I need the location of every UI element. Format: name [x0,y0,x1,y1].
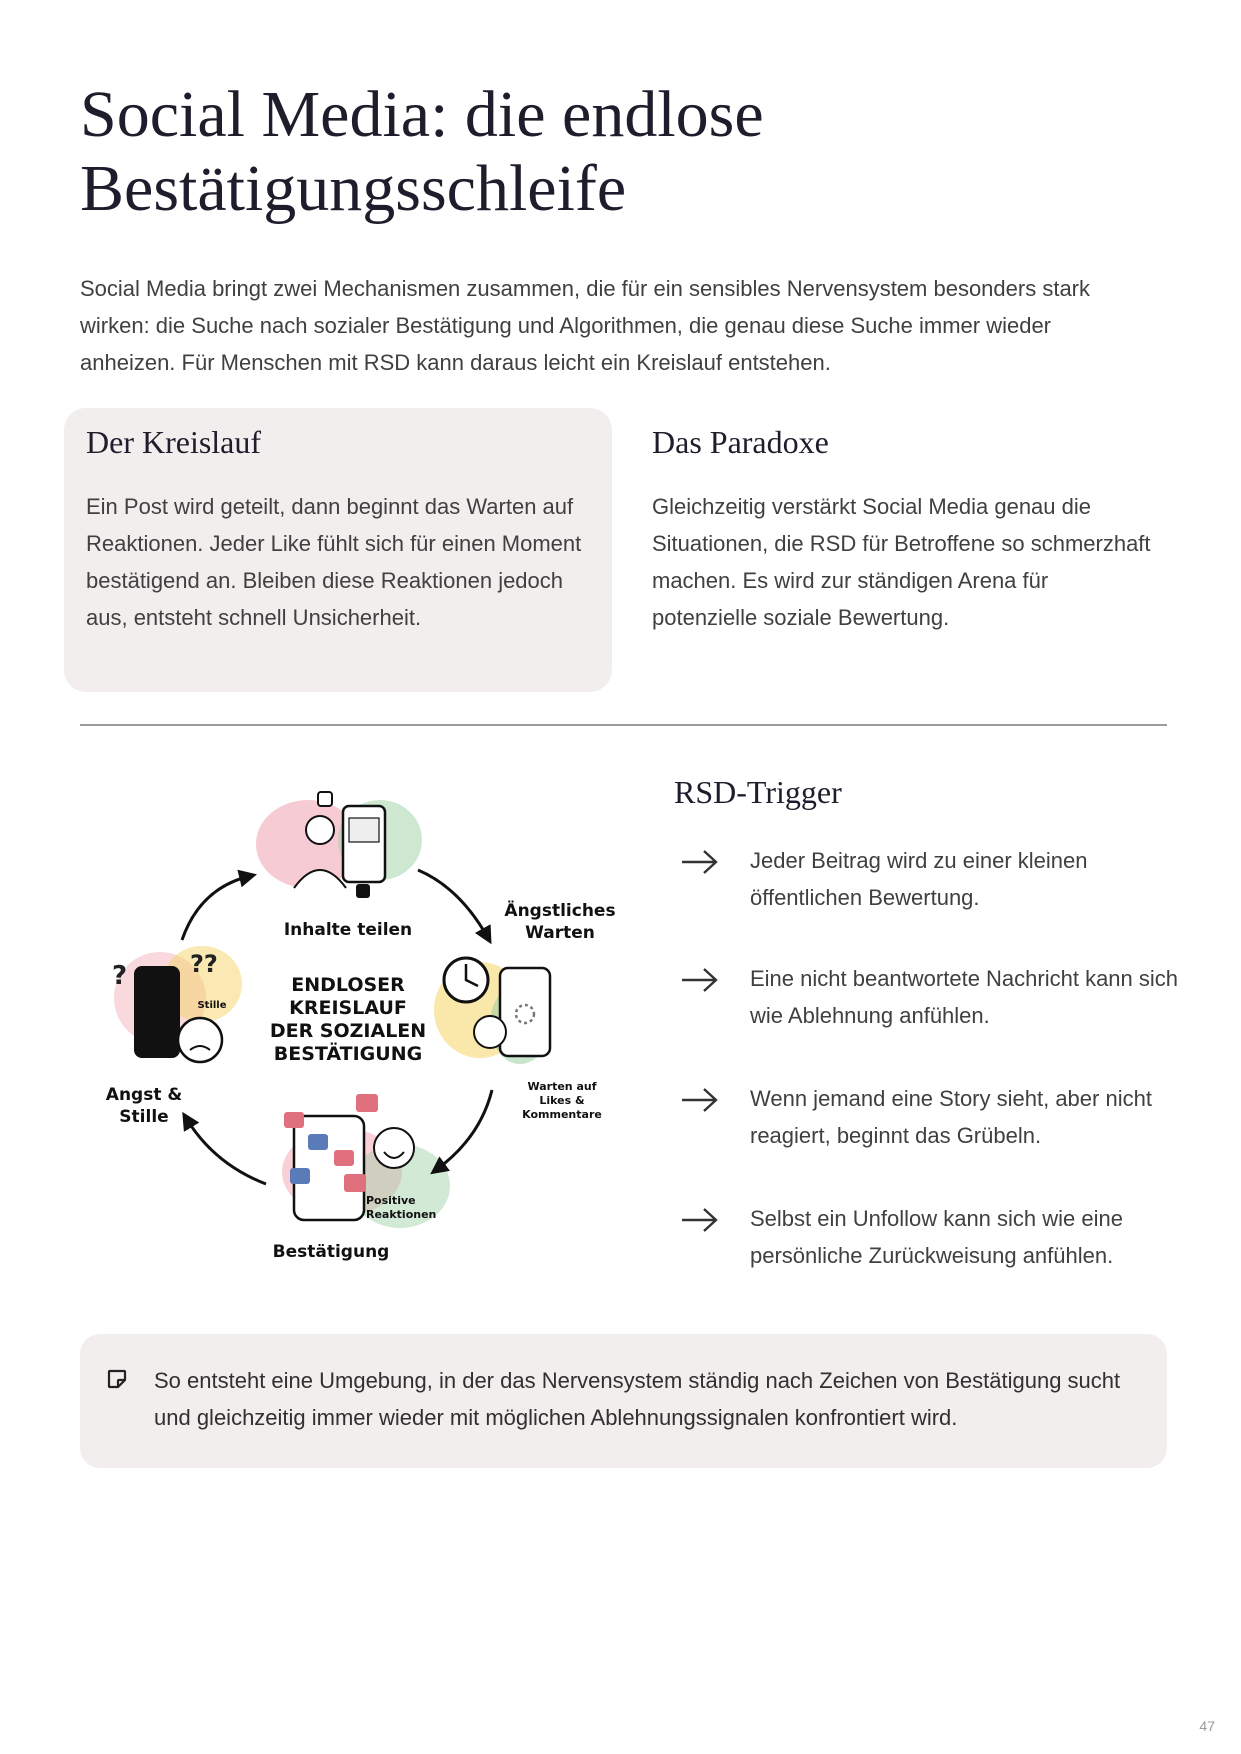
kreislauf-text: Ein Post wird geteilt, dann beginnt das Warten auf Reaktionen. Jeder Like fühlt sich für einen Moment bestätigend an. Bleiben diese Reaktionen jedoch aus, entsteht schnell Unsicherheit. [86,494,582,630]
trigger-item [680,1080,1180,1160]
trigger-item [680,960,1180,1040]
title-line-2: Bestätigungsschleife [80,152,627,225]
arrow-right-icon [680,966,720,994]
wait-caption: Warten auf Likes & Kommentare [522,1080,602,1121]
arrow-right-icon [680,1206,720,1234]
arrow-right-icon [680,1086,720,1114]
section-divider [80,724,1167,726]
triggers-heading: RSD-Trigger [674,774,842,810]
arrow-right-bottom [436,1090,492,1170]
svg-text:??: ?? [190,950,218,978]
page-title [80,78,1080,226]
page-number: 47 [1199,1718,1215,1734]
trigger-text: Wenn jemand eine Story sieht, aber nicht reagiert, beginnt das Grübeln. [750,1086,1152,1148]
camera-app-icon [318,792,332,806]
kreislauf-heading: Der Kreislauf [86,424,262,460]
note-box [80,1334,1167,1468]
phone-dark [134,966,180,1058]
cycle-illustration [80,778,620,1278]
note-text: So entsteht eine Umgebung, in der das Nervensystem ständig nach Zeichen von Bestätigung sucht und gleichzeitig immer wieder mit möglichen Ablehnungssignalen konfrontiert wird. [154,1368,1121,1430]
note-icon [106,1368,128,1390]
worried-face-icon [474,1016,506,1048]
trigger-text: Eine nicht beantwortete Nachricht kann sich wie Ablehnung anfühlen. [750,966,1179,1028]
paradoxe-heading: Das Paradoxe [652,424,829,460]
arrow-up-left [182,876,250,940]
title-line-1: Social Media: die endlose [80,78,764,151]
silence-caption: Stille [197,1000,227,1011]
paradoxe-text: Gleichzeitig verstärkt Social Media genau die Situationen, die RSD für Betroffene so schmerzhaft machen. Es wird zur ständigen Arena für potenzielle soziale Bewertung. [652,494,1151,630]
phone-waiting [500,968,550,1056]
trigger-item [680,1200,1180,1280]
sad-face-icon [178,1018,222,1062]
stage-share-label: Inhalte teilen [283,920,413,940]
arrow-left-bottom [186,1118,266,1184]
stage-fear-label: Angst & Stille [105,1085,183,1127]
arrow-right-icon [680,848,720,876]
intro-paragraph: Social Media bringt zwei Mechanismen zusammen, die für ein sensibles Nervensystem besonders stark wirken: die Suche nach sozialer Bestätigung und Algorithmen, die genau diese Suche immer wieder anheizen. Für Menschen mit RSD kann daraus leicht ein Kreislauf entstehen. [80,276,1091,375]
stage-wait-label: Ängstliches Warten [504,901,616,943]
heart-bubble-icon [284,1112,304,1128]
trigger-text: Jeder Beitrag wird zu einer kleinen öffentlichen Bewertung. [750,848,1088,910]
person-head [306,816,334,844]
trigger-text: Selbst ein Unfollow kann sich wie eine persönliche Zurückweisung anfühlen. [750,1206,1123,1268]
trigger-item [680,842,1180,922]
music-app-icon [356,884,370,898]
smile-face-icon [374,1128,414,1168]
stage-confirm-label: Bestätigung [272,1242,390,1262]
cycle-center-label: ENDLOSER KREISLAUF DER SOZIALEN BESTÄTIGUNG [269,974,427,1065]
positive-caption: Positive Reaktionen [366,1194,437,1221]
question-mark-icon: ? [112,961,128,991]
thumbs-up-bubble-icon [308,1134,328,1150]
